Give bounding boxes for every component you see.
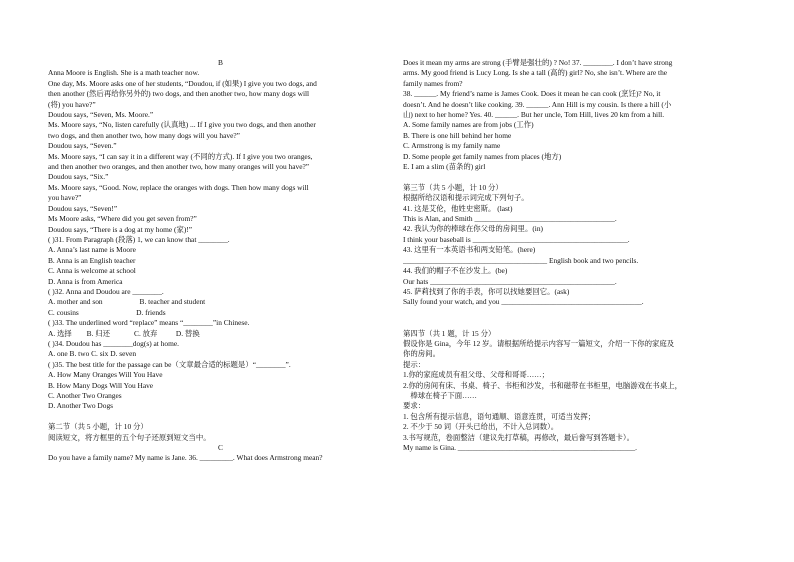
option-line: A. 选择 B. 归还 C. 放弃 D. 替换 — [48, 328, 200, 338]
text-line: two dogs, and then another two, how many dogs will you have?” — [48, 130, 240, 140]
option-line: C. Another Two Oranges — [48, 391, 122, 400]
option-line: A. How Many Oranges Will You Have — [48, 370, 163, 380]
question-34: ( )34. Doudou has ________dog(s) at home. — [48, 338, 179, 348]
text-line: One day, Ms. Moore asks one of her students, “Doudou, if (如果) I give you two dogs, and — [48, 78, 317, 88]
option-line: A. Anna’s last name is Moore — [48, 245, 136, 255]
option-line: A. one B. two C. six D. seven — [48, 349, 137, 359]
option-line: D. Another Two Dogs — [48, 401, 114, 411]
text-line: Doudou says, “Seven!” — [48, 203, 118, 213]
requirements-heading: 要求： — [403, 401, 426, 411]
question-44-answer: Our hats __________________________________________________. — [403, 276, 617, 286]
section-4-heading: 第四节（共 1 题，计 15 分） — [403, 328, 496, 338]
text-line: Ms. Moore says, “No, listen carefully (认真地) ... If I give you two dogs, and then another — [48, 120, 316, 130]
text-line: Ms. Moore says, “Good. Now, replace the oranges with dogs. Then how many dogs will — [48, 182, 309, 192]
question-45-answer: Sally found your watch, and you ______________________________________. — [403, 297, 644, 307]
left-column — [48, 0, 393, 464]
question-31: ( )31. From Paragraph (段落) 1, we can know that ________. — [48, 234, 230, 244]
text-line: (将) you have?” — [48, 99, 96, 109]
requirement-line: 2. 不少于 50 词（开头已给出，不计入总词数）。 — [403, 422, 559, 432]
section-2-heading: 第二节（共 5 小题，计 10 分） — [48, 422, 148, 432]
spacer — [403, 318, 751, 328]
option-line: B. How Many Dogs Will You Have — [48, 380, 154, 390]
question-42-prompt: 42. 我认为你的棒球在你父母的房间里。(in) — [403, 224, 544, 234]
text-line: arms. My good friend is Lucy Long. Is she a tall (高的) girl? No, she isn’t. Where are the — [403, 68, 668, 78]
text-line: Ms Moore asks, “Where did you get seven from?” — [48, 214, 197, 224]
hint-line: 2.你的房间有床、书桌、椅子、书柜和沙发，书和磁带在书柜里，电脑游戏在书桌上， — [403, 380, 683, 390]
question-43-prompt: 43. 这里有一本英语书和两支铅笔。(here) — [403, 245, 536, 255]
text-line: Do you have a family name? My name is Jane. 36. _________. What does Armstrong mean? — [48, 453, 323, 463]
question-43-answer: _______________________________________ English book and two pencils. — [403, 255, 639, 265]
right-column — [403, 0, 751, 453]
spacer — [403, 172, 751, 182]
writing-start-line: My name is Gina. ________________________________________________. — [403, 442, 638, 452]
spacer — [48, 412, 393, 422]
text-line: Doudou says, “Seven.” — [48, 141, 117, 151]
option-line: C. cousins D. friends — [48, 307, 166, 317]
section-2-instructions: 阅读短文，将方框里的五个句子还原到短文当中。 — [48, 432, 211, 442]
text-line: you have?” — [48, 193, 82, 203]
writing-prompt: 假设你是 Gina，今年 12 岁。请根据所给提示内容写一篇短文，介绍一下你的家庭及 — [403, 338, 675, 348]
section-label-c: C — [218, 443, 223, 453]
option-line: B. There is one hill behind her home — [403, 130, 512, 140]
section-3-heading: 第三节（共 5 小题，计 10 分） — [403, 182, 503, 192]
section-3-instructions: 根据所给汉语和提示词完成下列句子。 — [403, 193, 529, 203]
option-line: A. Some family names are from jobs (工作) — [403, 120, 534, 130]
text-line: Doudou says, “Six.” — [48, 172, 109, 182]
question-35: ( )35. The best title for the passage can be（文章最合适的标题是）“________”. — [48, 359, 291, 369]
question-44-prompt: 44. 我们的帽子不在沙发上。(be) — [403, 266, 508, 276]
hint-line: 棒球在椅子下面…… — [403, 390, 477, 400]
option-line: C. Armstrong is my family name — [403, 141, 501, 151]
question-42-answer: I think your baseball is __________________________________________. — [403, 234, 630, 244]
option-line: C. Anna is welcome at school — [48, 266, 136, 276]
option-line: A. mother and son B. teacher and student — [48, 297, 206, 307]
text-line: Doudou says, “There is a dog at my home (家)!” — [48, 224, 193, 234]
spacer — [403, 308, 751, 318]
text-line: Anna Moore is English. She is a math teacher now. — [48, 68, 200, 78]
text-line: 山) next to her home? Yes. 40. ______. But her uncle, Tom Hill, lives 20 km from a hill. — [403, 110, 665, 120]
option-line: D. Some people get family names from places (地方) — [403, 151, 562, 161]
requirement-line: 1. 包含所有提示信息，语句通顺、语意连贯，可适当发挥； — [403, 411, 596, 421]
text-line: 38. ______. My friend’s name is James Cook. Does it mean he can cook (烹饪)? No, it — [403, 89, 661, 99]
option-line: E. I am a slim (苗条的) girl — [403, 162, 486, 172]
text-line: family names from? — [403, 78, 463, 88]
hint-line: 1.你的家庭成员有祖父母、父母和哥哥……； — [403, 370, 549, 380]
option-line: B. Anna is an English teacher — [48, 255, 136, 265]
question-32: ( )32. Anna and Doudou are ________. — [48, 286, 164, 296]
text-line: Doudou says, “Seven, Ms. Moore.” — [48, 110, 154, 120]
question-33: ( )33. The underlined word “replace” means “________”in Chinese. — [48, 318, 250, 328]
text-line: Does it mean my arms are strong (手臂是强壮的) ? No! 37. ________. I don’t have strong — [403, 58, 673, 67]
requirement-line: 3.书写规范，卷面整洁（建议先打草稿，再修改，最后誊写到答题卡）。 — [403, 432, 634, 442]
option-line: D. Anna is from America — [48, 276, 123, 286]
text-line: Ms. Moore says, “I can say it in a different way (不同的方式). If I give you two oranges, — [48, 151, 313, 161]
writing-prompt: 你的房间。 — [403, 349, 440, 359]
question-41-answer: This is Alan, and Smith ______________________________________. — [403, 214, 617, 224]
section-label-b: B — [218, 58, 223, 67]
text-line: then another (然后再给你另外的) two dogs, and then another two, how many dogs will — [48, 89, 310, 99]
question-45-prompt: 45. 萨莉找到了你的手表，你可以找她要回它。(ask) — [403, 286, 570, 296]
question-41-prompt: 41. 这是艾伦，他姓史密斯。 (last) — [403, 203, 513, 213]
text-line: doesn’t. And he doesn’t like cooking. 39. ______. Ann Hill is my cousin. Is there a hill (小 — [403, 99, 672, 109]
hints-heading: 提示： — [403, 359, 426, 369]
text-line: and then another two oranges, and then another two, how many oranges will you have?” — [48, 162, 310, 172]
